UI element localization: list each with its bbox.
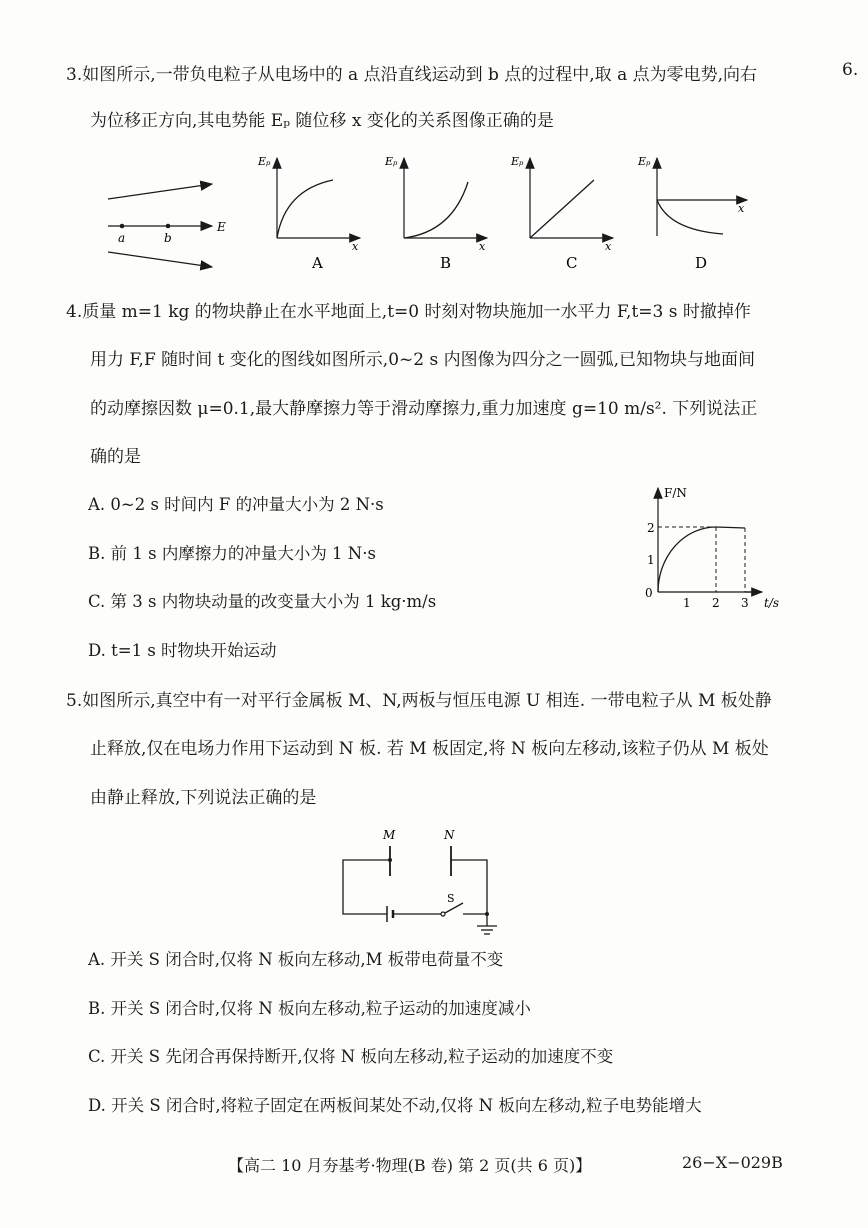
q3-stem-line-2: 为位移正方向,其电势能 Eₚ 随位移 x 变化的关系图像正确的是 [90, 111, 554, 131]
q4-option-b: B. 前 1 s 内摩擦力的冲量大小为 1 N·s [88, 544, 376, 563]
graph-x-tick-1: 1 [683, 596, 691, 610]
q4-option-a: A. 0~2 s 时间内 F 的冲量大小为 2 N·s [88, 495, 384, 514]
q4-stem-line-2: 用力 F,F 随时间 t 变化的图线如图所示,0~2 s 内图像为四分之一圆弧,已知物块与地面间 [90, 350, 756, 370]
point-a-label: a [118, 231, 126, 245]
q5-option-b: B. 开关 S 闭合时,仅将 N 板向左移动,粒子运动的加速度减小 [88, 999, 531, 1018]
graph-c-x-label: x [605, 240, 612, 253]
field-E-label: E [217, 220, 226, 234]
graph-x-tick-2: 2 [712, 596, 720, 610]
switch-pivot [441, 912, 445, 916]
q3-stem-line-1: 3.如图所示,一带负电粒子从电场中的 a 点沿直线运动到 b 点的过程中,取 a 点为零电势,向右 [66, 65, 758, 85]
q4-force-time-graph [640, 482, 800, 617]
graph-b-curve [404, 182, 468, 238]
q5-option-d: D. 开关 S 闭合时,将粒子固定在两板间某处不动,仅将 N 板向左移动,粒子电势能增大 [88, 1096, 702, 1115]
q5-option-a: A. 开关 S 闭合时,仅将 N 板向左移动,M 板带电荷量不变 [88, 950, 504, 969]
field-line-top [108, 184, 212, 199]
graph-origin-label: 0 [645, 586, 653, 600]
q3-graph-d [635, 150, 760, 275]
force-constant-segment [716, 527, 745, 528]
graph-c-line [530, 180, 594, 238]
q4-stem-line-1: 4.质量 m=1 kg 的物块静止在水平地面上,t=0 时刻对物块施加一水平力 F,t=3 s 时撤掉作 [66, 302, 751, 322]
force-arc [658, 527, 716, 592]
q5-stem-line-1: 5.如图所示,真空中有一对平行金属板 M、N,两板与恒压电源 U 相连. 一带电粒子从 M 板处静 [66, 691, 772, 711]
q3-graph-b [382, 150, 497, 275]
point-b-dot [166, 224, 171, 229]
graph-c-option-label: C [566, 254, 578, 272]
next-column-question-number: 6. [842, 60, 859, 80]
q4-stem-line-4: 确的是 [90, 447, 141, 467]
graph-d-option-label: D [695, 254, 708, 272]
graph-a-curve [277, 180, 333, 238]
q4-option-d: D. t=1 s 时物块开始运动 [88, 641, 277, 660]
graph-a-y-label: Eₚ [258, 155, 271, 168]
point-b-label: b [164, 231, 172, 245]
graph-d-curve [657, 200, 723, 234]
plate-M-label: M [383, 828, 396, 842]
graph-a-option-label: A [312, 254, 323, 272]
graph-y-label: F/N [664, 486, 687, 500]
q4-option-c: C. 第 3 s 内物块动量的改变量大小为 1 kg·m/s [88, 592, 437, 611]
graph-x-tick-3: 3 [741, 596, 749, 610]
q5-option-c: C. 开关 S 先闭合再保持断开,仅将 N 板向左移动,粒子运动的加速度不变 [88, 1047, 614, 1066]
graph-y-tick-1: 1 [647, 553, 655, 567]
graph-y-tick-2: 2 [647, 521, 655, 535]
field-line-bottom [108, 252, 212, 267]
q3-electric-field-figure [100, 170, 240, 275]
point-a-dot [120, 224, 125, 229]
page-footer-code: 26−X−029B [682, 1153, 783, 1172]
graph-d-y-label: Eₚ [638, 155, 651, 168]
graph-a-x-label: x [352, 240, 359, 253]
graph-c-y-label: Eₚ [511, 155, 524, 168]
graph-b-x-label: x [479, 240, 486, 253]
q5-circuit-figure [335, 822, 525, 947]
page-footer-title: 【高二 10 月夯基考·物理(B 卷) 第 2 页(共 6 页)】 [228, 1156, 592, 1175]
q4-stem-line-3: 的动摩擦因数 μ=0.1,最大静摩擦力等于滑动摩擦力,重力加速度 g=10 m/s². 下列说法正 [90, 399, 758, 419]
switch-label: S [447, 892, 455, 905]
q5-stem-line-2: 止释放,仅在电场力作用下运动到 N 板. 若 M 板固定,将 N 板向左移动,该粒子仍从 M 板处 [90, 739, 769, 759]
q3-graph-a [255, 150, 370, 275]
q3-graph-c [508, 150, 623, 275]
graph-b-option-label: B [440, 254, 452, 272]
graph-x-label: t/s [764, 596, 780, 610]
graph-b-y-label: Eₚ [385, 155, 398, 168]
q5-stem-line-3: 由静止释放,下列说法正确的是 [90, 788, 317, 808]
plate-N-label: N [444, 828, 455, 842]
graph-d-x-label: x [738, 202, 745, 215]
